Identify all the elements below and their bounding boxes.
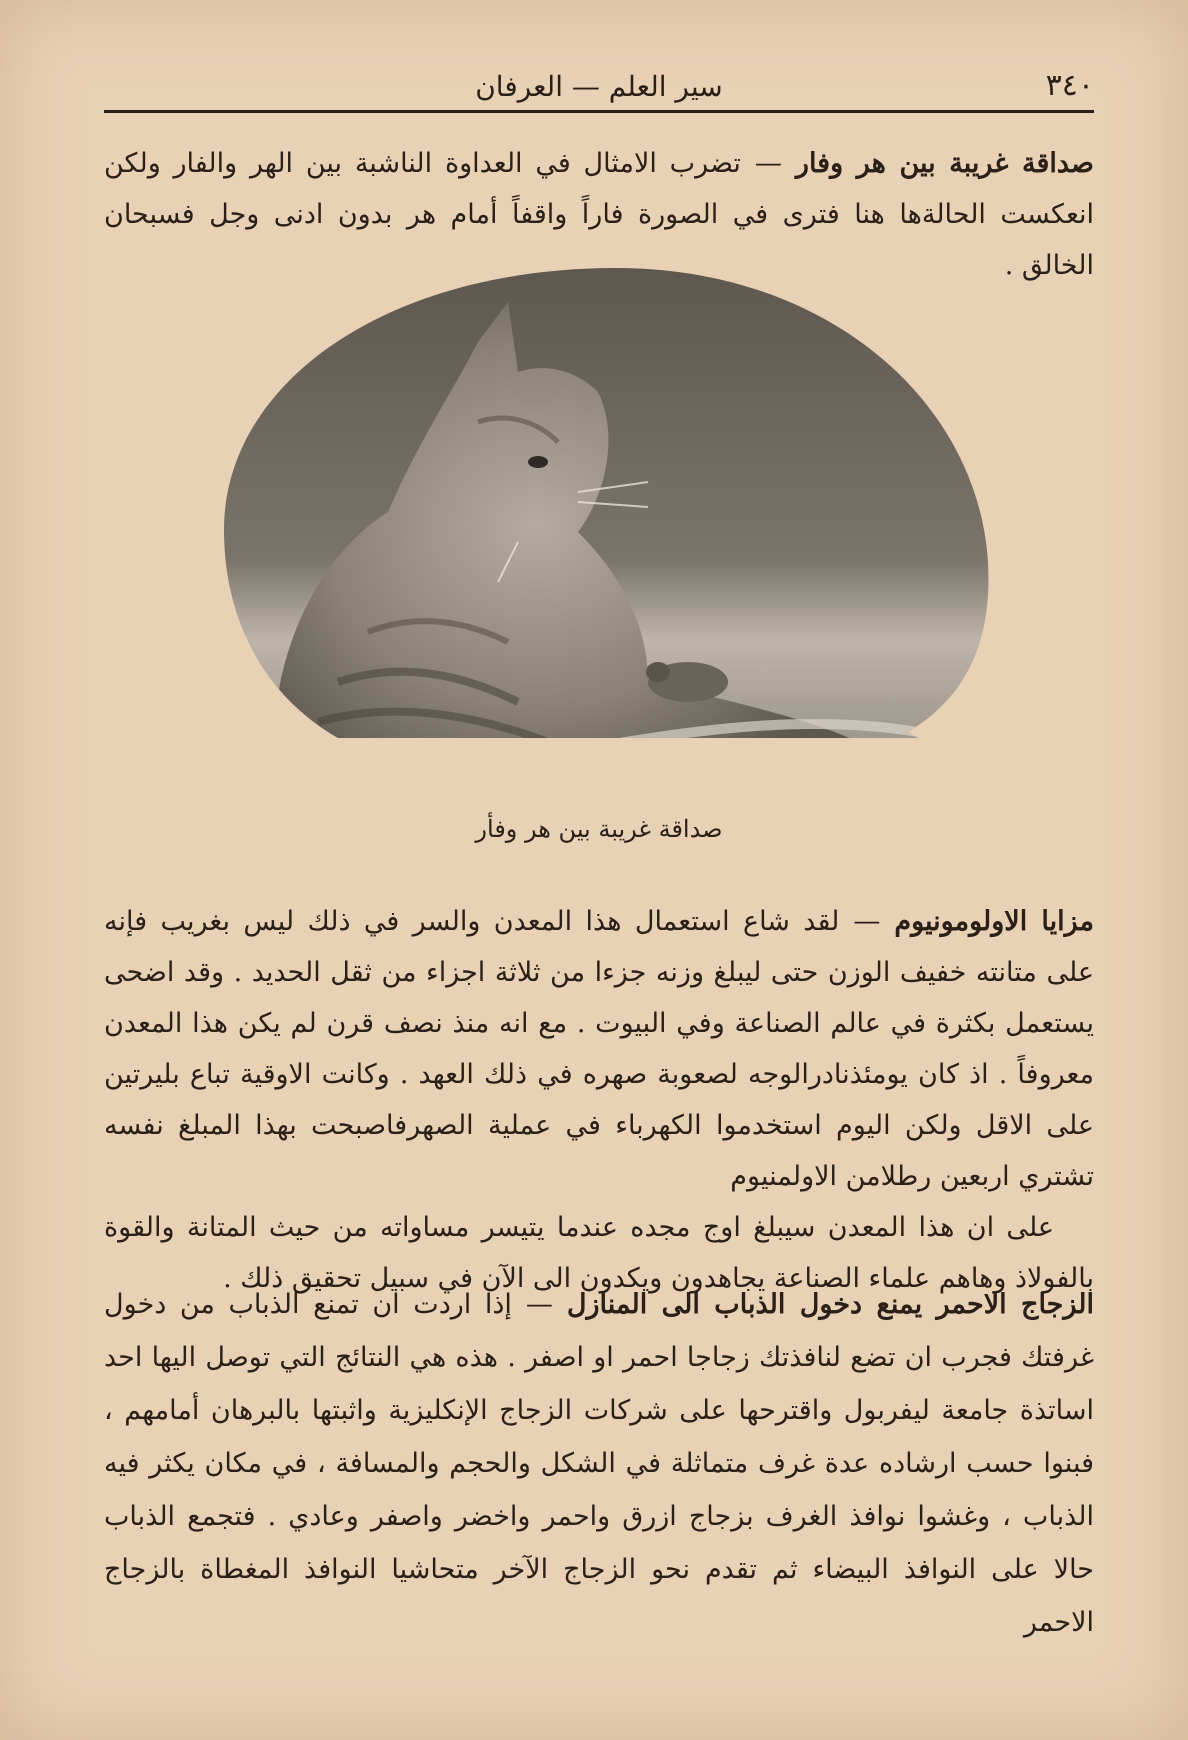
article-heading: مزايا الاولومونيوم [894, 906, 1095, 937]
article-body: إذا اردت ان تمنع الذباب من دخول غرفتك فجرب ان تضع لنافذتك زجاجا احمر او اصفر . هذه هي النتائج التي توصل اليها احد اساتذة جامعة ليفربول واقترحها على شركات الزجاج الإنكليزية واثبتها بالبرهان أمامهم ، فبنوا حسب ارشاده عدة غرف متماثلة في الشكل والحجم والمسافة ، في مكان يكثر فيه الذباب ، وغشوا نوافذ الغرف بزجاج ازرق واحمر واخضر واصفر وعادي . فتجمع الذباب حالا على النوافذ البيضاء ثم تقدم نحو الزجاج الآخر متحاشيا النوافذ المغطاة بالزجاج الاحمر [104, 1289, 1094, 1638]
article-cat-mouse: صداقة غريبة بين هر وفار—تضرب الامثال في العداوة الناشبة بين الهر والفار ولكن انعكست الحالةها هنا فترى في الصورة فاراً واقفاً أمام هر بدون ادنى وجل فسبحان الخالق . [104, 148, 1094, 281]
page-header [104, 60, 1094, 112]
cat-and-mouse-photo [218, 262, 1014, 802]
article-body: تضرب الامثال في العداوة الناشبة بين الهر والفار ولكن انعكست الحالةها هنا فترى في الصورة فاراً واقفاً أمام هر بدون ادنى وجل فسبحان الخالق . [104, 148, 1094, 281]
page-number: ٣٤٠ [1045, 68, 1094, 103]
article-red-glass: الزجاج الاحمر يمنع دخول الذباب الى المنازل—إذا اردت ان تمنع الذباب من دخول غرفتك فجرب ان تضع لنافذتك زجاجا احمر او اصفر . هذه هي النتائج التي توصل اليها احد اساتذة جامعة ليفربول واقترحها على شركات الزجاج الإنكليزية واثبتها بالبرهان أمامهم ، فبنوا حسب ارشاده عدة غرف متماثلة في الشكل والحجم والمسافة ، في مكان يكثر فيه الذباب ، وغشوا نوافذ الغرف بزجاج ازرق واحمر واخضر واصفر وعادي . فتجمع الذباب حالا على النوافذ البيضاء ثم تقدم نحو الزجاج الآخر متحاشيا النوافذ المغطاة بالزجاج الاحمر [104, 1289, 1094, 1638]
article-heading: الزجاج الاحمر يمنع دخول الذباب الى المنازل [566, 1289, 1094, 1320]
article-heading: صداقة غريبة بين هر وفار [795, 148, 1094, 179]
article-body-paragraph-2: على ان هذا المعدن سيبلغ اوج مجده عندما يتيسر مساواته من حيث المتانة والقوة بالفولاذ وهاهم علماء الصناعة يجاهدون ويكدون الى الآن في سبيل تحقيق ذلك . [104, 1212, 1094, 1294]
running-title: سير العلم — العرفان [475, 70, 723, 103]
article-aluminium: مزايا الاولومونيوم—لقد شاع استعمال هذا المعدن والسر في ذلك ليس بغريب فإنه على متانته خفيف الوزن حتى ليبلغ وزنه جزءا من ثلاثة اجزاء من ثقل الحديد . وقد اضحى يستعمل بكثرة في عالم الصناعة وفي البيوت . مع انه منذ نصف قرن لم يكن هذا المعدن معروفاً . اذ كان يومئذنادرالوجه لصعوبة صهره في ذلك العهد . وكانت الاوقية تباع بليرتين على الاقل ولكن اليوم استخدموا الكهرباء في عملية الصهرفاصبحت بهذا المبلغ نفسه تشتري اربعين رطلامن الاولمنيوم على ان هذا المعدن سيبلغ اوج مجده عندما يتيسر مساواته من حيث المتانة والقوة بالفولاذ وهاهم علماء الصناعة يجاهدون ويكدون الى الآن في سبيل تحقيق ذلك . [104, 896, 1094, 1304]
photo-caption: صداقة غريبة بين هر وفأر [475, 815, 723, 843]
header-rule [104, 110, 1094, 113]
article-body: لقد شاع استعمال هذا المعدن والسر في ذلك ليس بغريب فإنه على متانته خفيف الوزن حتى ليبلغ وزنه جزءا من ثلاثة اجزاء من ثقل الحديد . وقد اضحى يستعمل بكثرة في عالم الصناعة وفي البيوت . مع انه منذ نصف قرن لم يكن هذا المعدن معروفاً . اذ كان يومئذنادرالوجه لصعوبة صهره في ذلك العهد . وكانت الاوقية تباع بليرتين على الاقل ولكن اليوم استخدموا الكهرباء في عملية الصهرفاصبحت بهذا المبلغ نفسه تشتري اربعين رطلامن الاولمنيوم [104, 906, 1094, 1192]
